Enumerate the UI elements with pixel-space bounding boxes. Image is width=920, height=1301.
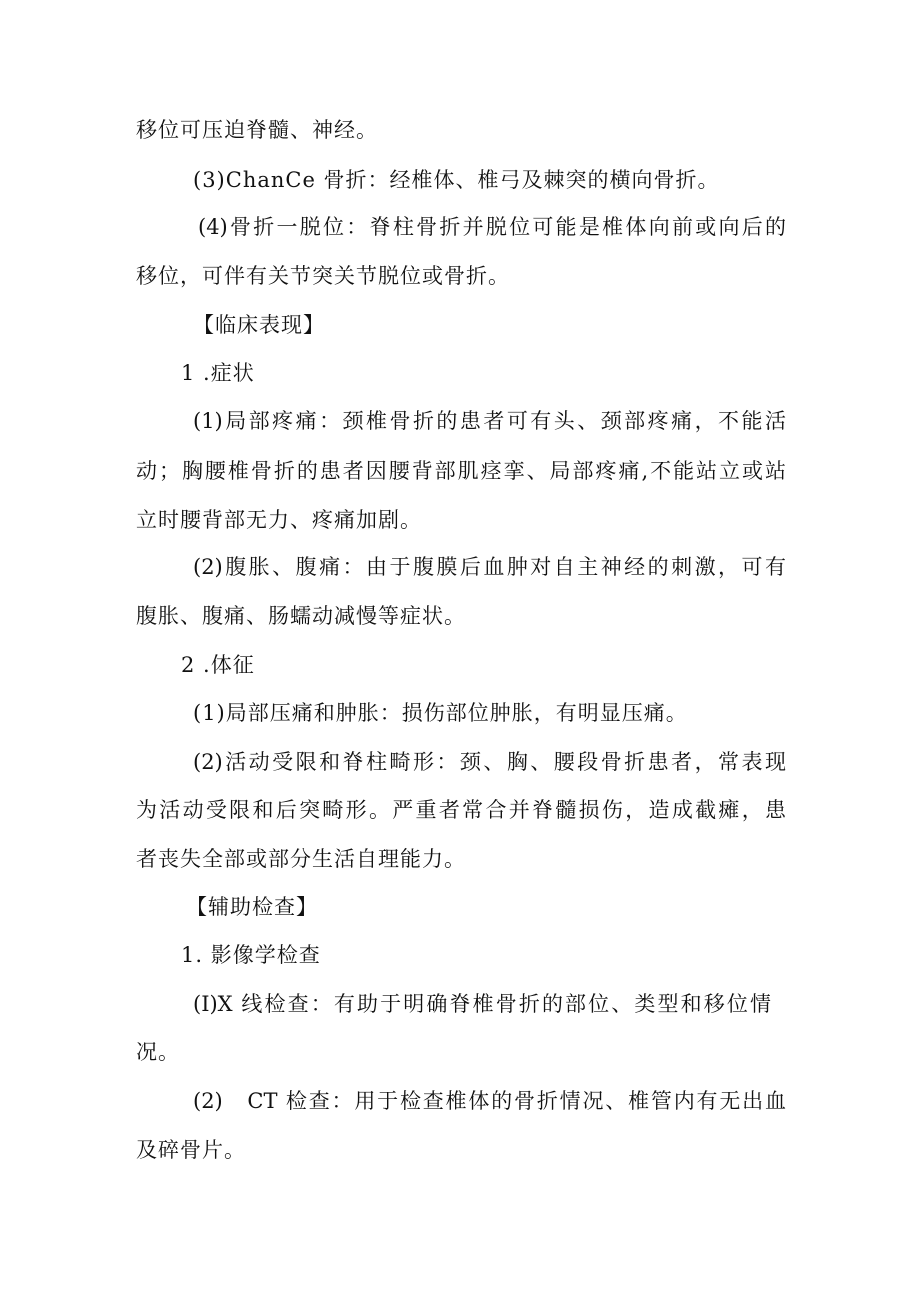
text-line: (2)腹胀、腹痛：由于腹膜后血肿对自主神经的刺激，可有 [193, 555, 786, 579]
section-heading: 【辅助检查】 [186, 895, 318, 919]
subsection-heading: 1. 影像学检查 [181, 943, 321, 967]
text-line: (1)局部疼痛：颈椎骨折的患者可有头、颈部疼痛，不能活 [193, 409, 786, 433]
text-line: 况。 [136, 1040, 180, 1064]
text-line: 为活动受限和后突畸形。严重者常合并脊髓损伤，造成截瘫，患 [136, 798, 786, 822]
text-line: 移位，可伴有关节突关节脱位或骨折。 [136, 264, 510, 288]
text-line: (1)局部压痛和肿胀：损伤部位肿胀，有明显压痛。 [193, 701, 688, 725]
text-line: 动；胸腰椎骨折的患者因腰背部肌痉挛、局部疼痛,不能站立或站 [136, 459, 786, 483]
subsection-heading: 2 .体征 [181, 653, 255, 677]
text-line: 及碎骨片。 [136, 1138, 246, 1162]
text-line: (4)骨折一脱位：脊柱骨折并脱位可能是椎体向前或向后的 [198, 215, 786, 239]
text-line: (2) CT 检查：用于检查椎体的骨折情况、椎管内有无出血 [193, 1089, 786, 1113]
text-line: (3)ChanCe 骨折：经椎体、椎弓及棘突的横向骨折。 [193, 168, 720, 192]
text-line: (2)活动受限和脊柱畸形：颈、胸、腰段骨折患者，常表现 [193, 750, 786, 774]
text-line: 移位可压迫脊髓、神经。 [136, 118, 378, 142]
text-line: 立时腰背部无力、疼痛加剧。 [136, 508, 422, 532]
text-line: 者丧失全部或部分生活自理能力。 [136, 847, 466, 871]
section-heading: 【临床表现】 [193, 313, 325, 337]
text-line: 腹胀、腹痛、肠蠕动减慢等症状。 [136, 604, 466, 628]
text-line: (I)X 线检查：有助于明确脊椎骨折的部位、类型和移位情 [193, 992, 771, 1016]
subsection-heading: 1 .症状 [181, 361, 255, 385]
